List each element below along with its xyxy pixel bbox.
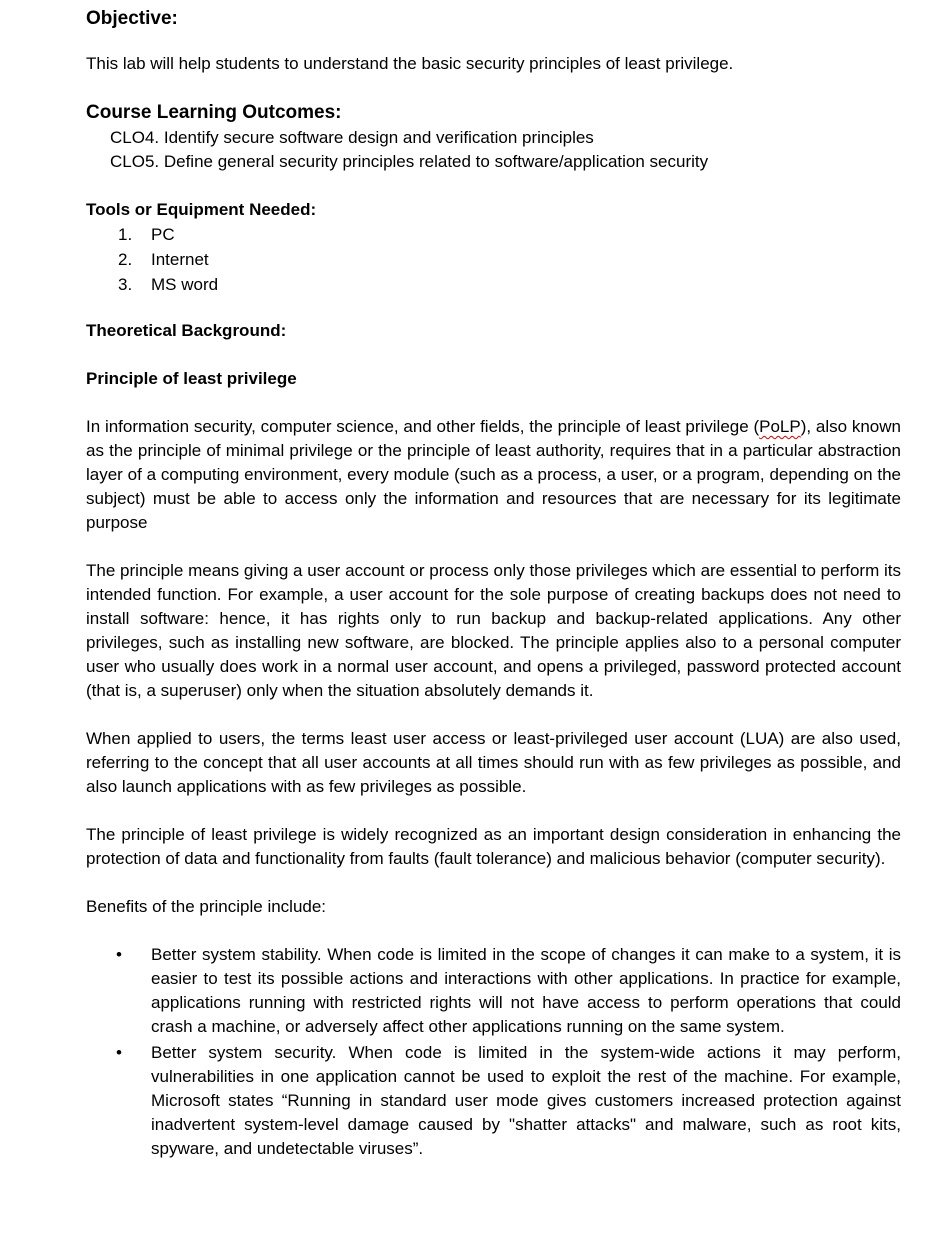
theory-subheading: Principle of least privilege	[86, 369, 297, 388]
theory-paragraph-2: The principle means giving a user account or process only those privileges which are essential to perform its intended function. For example, a user account for the sole purpose of creating backups does not need to install software: hence, it has rights only to run backup and backup-related applications. Any other privileges, such as installing new software, are blocked. The principle applies also to a personal computer user who usually does work in a normal user account, and opens a privileged, password protected account (that is, a superuser) only when the situation absolutely demands it.	[86, 561, 901, 700]
benefit-text: Better system security. When code is limited in the system-wide actions it may perform, vulnerabilities in one application cannot be used to exploit the rest of the machine. For example, Microsoft states “Running in standard user mode gives customers increased protection against inadvertent system-level damage caused by "shatter attacks" and malware, such as root kits, spyware, and undetectable viruses”.	[151, 1043, 901, 1158]
para1-before: In information security, computer science, and other fields, the principle of least privilege (	[86, 417, 760, 436]
tools-item-number: 1.	[118, 225, 133, 244]
benefits-intro: Benefits of the principle include:	[86, 897, 327, 916]
benefit-text: Better system stability. When code is limited in the scope of changes it can make to a system, it is easier to test its possible actions and interactions with other applications. In practice for example, applications running with restricted rights will not have access to perform operations that could crash a machine, or adversely affect other applications running on the same system.	[151, 945, 901, 1036]
tools-item-label: MS word	[151, 275, 219, 294]
clo-list	[86, 126, 901, 174]
clo-heading: Course Learning Outcomes:	[86, 102, 342, 123]
tools-list	[86, 222, 901, 297]
benefits-list	[86, 943, 901, 1161]
document-page	[86, 6, 901, 1163]
tools-item-number: 2.	[118, 250, 133, 269]
tools-item-number: 3.	[118, 275, 133, 294]
theory-paragraph-4: The principle of least privilege is widely recognized as an important design consideration in enhancing the protection of data and functionality from faults (fault tolerance) and malicious behavior (computer security).	[86, 825, 901, 868]
theory-paragraph-1	[86, 415, 901, 535]
bullet-icon: •	[116, 945, 122, 964]
tools-item	[86, 222, 901, 247]
polp-term: PoLP	[759, 417, 801, 436]
tools-heading: Tools or Equipment Needed:	[86, 200, 317, 219]
clo-item: CLO4. Identify secure software design and verification principles	[110, 128, 594, 147]
clo-item: CLO5. Define general security principles related to software/application security	[110, 152, 709, 171]
tools-item-label: Internet	[151, 250, 209, 269]
theory-heading: Theoretical Background:	[86, 321, 287, 340]
objective-heading: Objective:	[86, 8, 178, 29]
benefit-item	[86, 1041, 901, 1161]
tools-item	[86, 247, 901, 272]
theory-paragraph-3: When applied to users, the terms least user access or least-privileged user account (LUA) are also used, referring to the concept that all user accounts at all times should run with as few privileges as possible, and also launch applications with as few privileges as possible.	[86, 729, 901, 796]
objective-text: This lab will help students to understand the basic security principles of least privilege.	[86, 54, 734, 73]
tools-item-label: PC	[151, 225, 175, 244]
benefit-item	[86, 943, 901, 1039]
tools-item	[86, 272, 901, 297]
para1-after: ), also known as the principle of minimal privilege or the principle of least authority, requires that in a particular abstraction layer of a computing environment, every module (such as a process, a user, or a program, depending on the subject) must be able to access only the information and resources that are necessary for its legitimate purpose	[86, 417, 901, 532]
bullet-icon: •	[116, 1043, 122, 1062]
